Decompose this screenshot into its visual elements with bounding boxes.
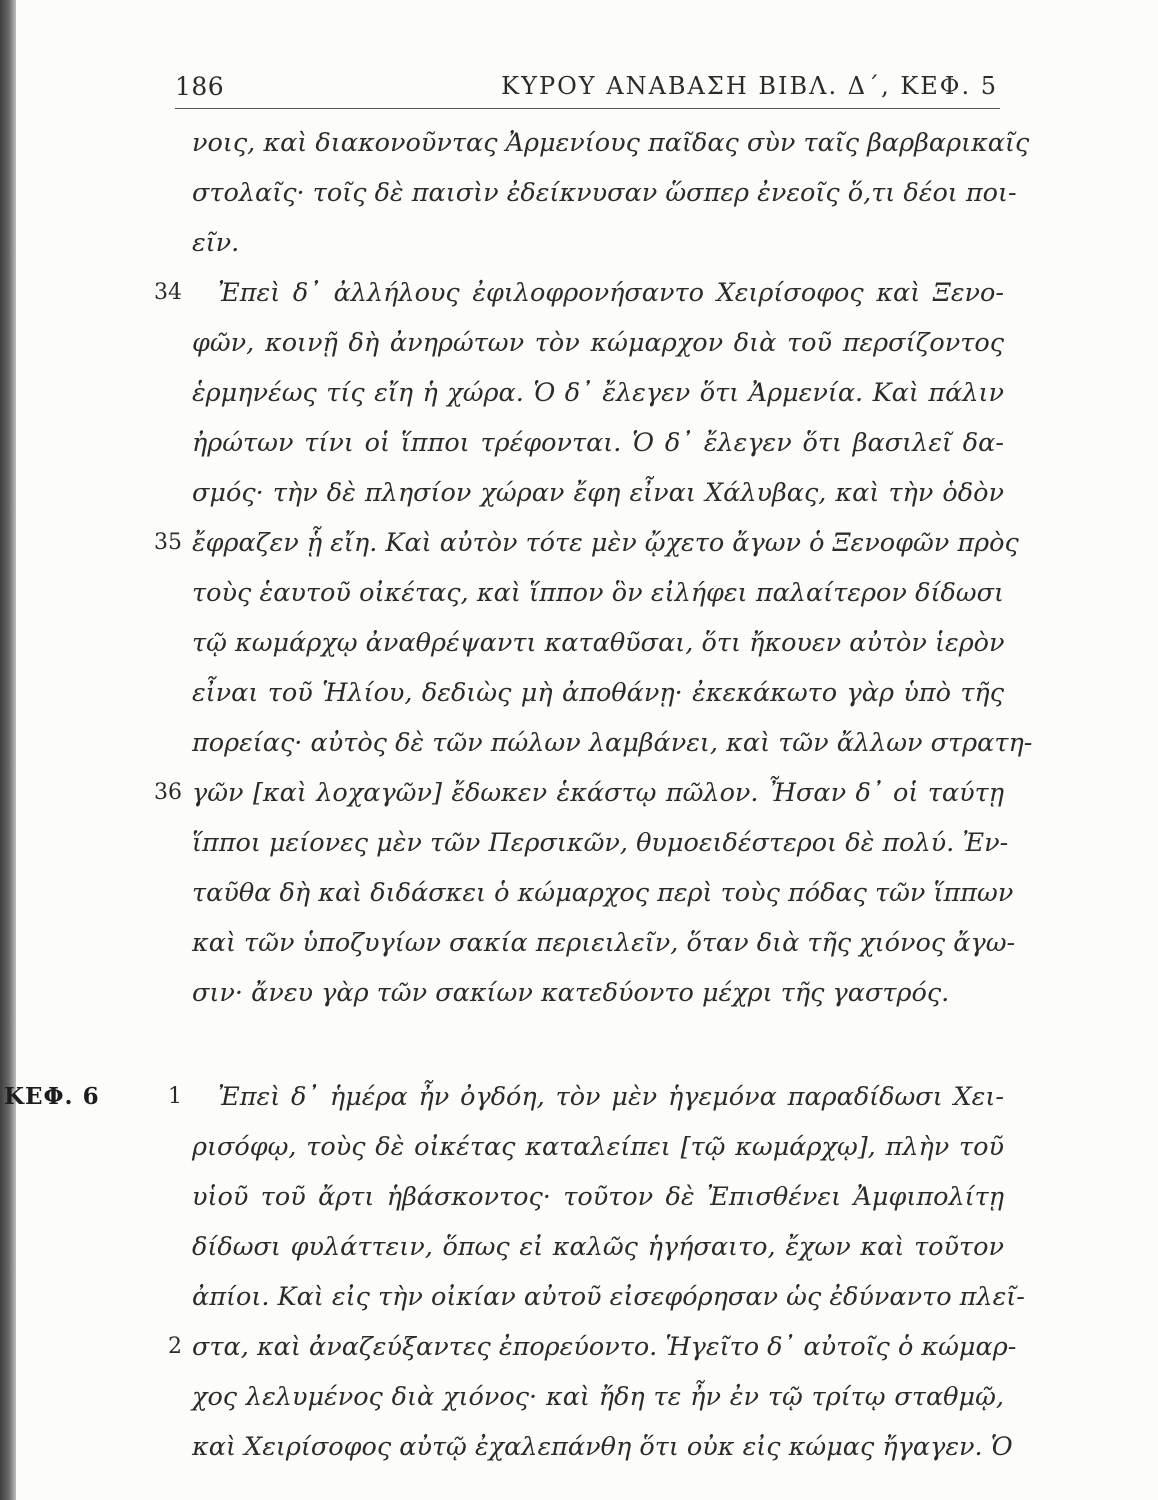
text-line: γῶν [καὶ λοχαγῶν] ἔδωκεν ἑκάστῳ πῶλον. Ἦσαν δ᾽ οἱ ταύτῃ — [192, 778, 1004, 808]
chapter-label: ΚΕΦ. 6 — [4, 1083, 100, 1110]
section-number: 1 — [168, 1084, 182, 1109]
text-line: ἔφραζεν ᾗ εἴη. Καὶ αὐτὸν τότε μὲν ᾤχετο ἄγων ὁ Ξενοφῶν πρὸς — [192, 528, 1019, 558]
page-number: 186 — [175, 72, 225, 101]
text-line: σιν· ἄνευ γὰρ τῶν σακίων κατεδύοντο μέχρι τῆς γαστρός. — [192, 978, 950, 1008]
page-header — [175, 64, 1000, 104]
text-line: τῷ κωμάρχῳ ἀναθρέψαντι καταθῦσαι, ὅτι ἤκουεν αὐτὸν ἱερὸν — [192, 628, 1005, 658]
text-line: τοὺς ἑαυτοῦ οἰκέτας, καὶ ἵππον ὃν εἰλήφει παλαίτερον δίδωσι — [192, 578, 1004, 608]
text-line: Ἐπεὶ δ᾽ ἡμέρα ἦν ὀγδόη, τὸν μὲν ἡγεμόνα παραδίδωσι Χει- — [218, 1082, 1004, 1112]
text-line: ταῦθα δὴ καὶ διδάσκει ὁ κώμαρχος περὶ τοὺς πόδας τῶν ἵππων — [192, 878, 1014, 908]
running-head: ΚΥΡΟΥ ΑΝΑΒΑΣΗ ΒΙΒΛ. Δ΄, ΚΕΦ. 5 — [501, 72, 998, 100]
text-line: καὶ τῶν ὑποζυγίων σακία περιειλεῖν, ὅταν διὰ τῆς χιόνος ἄγω- — [192, 928, 1016, 958]
text-line: στολαῖς· τοῖς δὲ παισὶν ἐδείκνυσαν ὥσπερ ἐνεοῖς ὅ,τι δέοι ποι- — [192, 178, 1017, 208]
text-line: καὶ Χειρίσοφος αὐτῷ ἐχαλεπάνθη ὅτι οὐκ εἰς κώμας ἤγαγεν. Ὁ — [192, 1432, 1013, 1462]
text-line: στα, καὶ ἀναζεύξαντες ἐπορεύοντο. Ἡγεῖτο δ᾽ αὐτοῖς ὁ κώμαρ- — [192, 1332, 1017, 1362]
text-line: εἶναι τοῦ Ἡλίου, δεδιὼς μὴ ἀποθάνῃ· ἐκεκάκωτο γὰρ ὑπὸ τῆς — [192, 678, 1004, 708]
text-line: ρισόφῳ, τοὺς δὲ οἰκέτας καταλείπει [τῷ κωμάρχῳ], πλὴν τοῦ — [192, 1132, 1004, 1162]
text-line: ἠρώτων τίνι οἱ ἵπποι τρέφονται. Ὁ δ᾽ ἔλεγεν ὅτι βασιλεῖ δα- — [192, 428, 1004, 458]
text-line: νοις, καὶ διακονοῦντας Ἀρμενίους παῖδας σὺν ταῖς βαρβαρικαῖς — [192, 128, 1030, 158]
text-line: Ἐπεὶ δ᾽ ἀλλήλους ἐφιλοφρονήσαντο Χειρίσοφος καὶ Ξενο- — [218, 278, 1004, 308]
section-number: 36 — [154, 780, 182, 805]
binding-edge — [0, 0, 16, 1500]
text-line: ἑρμηνέως τίς εἴη ἡ χώρα. Ὁ δ᾽ ἔλεγεν ὅτι Ἀρμενία. Καὶ πάλιν — [192, 378, 1004, 408]
header-rule — [175, 108, 1000, 109]
section-number: 2 — [168, 1334, 182, 1359]
text-line: σμός· τὴν δὲ πλησίον χώραν ἔφη εἶναι Χάλυβας, καὶ τὴν ὁδὸν — [192, 478, 1004, 508]
text-line: χος λελυμένος διὰ χιόνος· καὶ ἤδη τε ἦν ἐν τῷ τρίτῳ σταθμῷ, — [192, 1382, 1004, 1412]
text-line: δίδωσι φυλάττειν, ὅπως εἰ καλῶς ἡγήσαιτο, ἔχων καὶ τοῦτον — [192, 1232, 1004, 1262]
section-number: 35 — [154, 530, 182, 555]
text-line: φῶν, κοινῇ δὴ ἀνηρώτων τὸν κώμαρχον διὰ τοῦ περσίζοντος — [192, 328, 1004, 358]
text-line: ἀπίοι. Καὶ εἰς τὴν οἰκίαν αὐτοῦ εἰσεφόρησαν ὡς ἐδύναντο πλεῖ- — [192, 1282, 1025, 1312]
section-number: 34 — [154, 280, 182, 305]
text-line: εῖν. — [192, 228, 240, 258]
text-line: υἱοῦ τοῦ ἄρτι ἡβάσκοντος· τοῦτον δὲ Ἐπισθένει Ἀμφιπολίτῃ — [192, 1182, 1004, 1212]
text-line: ἵπποι μείονες μὲν τῶν Περσικῶν, θυμοειδέστεροι δὲ πολύ. Ἐν- — [192, 828, 1009, 858]
text-line: πορείας· αὐτὸς δὲ τῶν πώλων λαμβάνει, καὶ τῶν ἄλλων στρατη- — [192, 728, 1033, 758]
